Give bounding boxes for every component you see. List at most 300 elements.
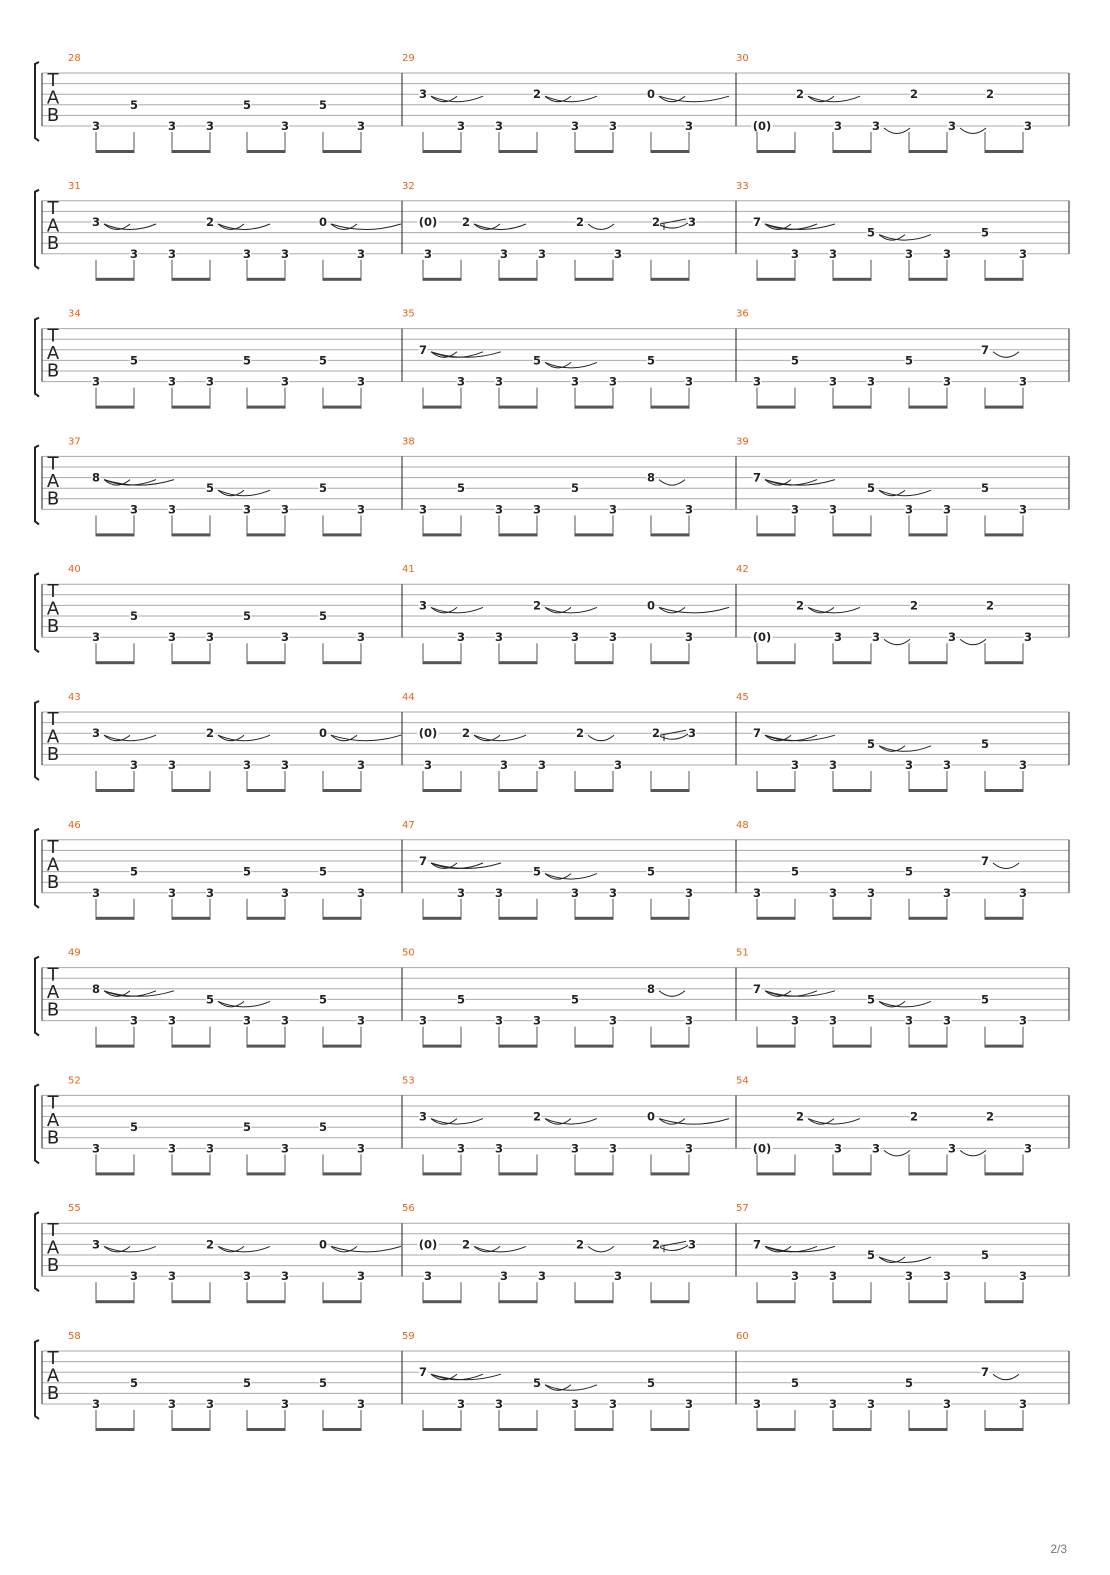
fret-number: 3 [608,119,618,133]
tab-clef-letter: T [47,581,59,603]
measure-number: 45 [736,692,749,703]
fret-number: 3 [280,1013,290,1028]
note-beam [499,789,537,792]
fret-number: 3 [947,1141,957,1156]
tab-clef-letter: B [46,232,60,254]
fret-number: 5 [242,97,252,112]
fret-number: 3 [423,246,433,261]
tie-arc [659,607,729,613]
fret-number: 3 [687,215,697,229]
fret-number: 3 [456,885,466,900]
fret-number: 3 [91,885,101,900]
tie-arc [545,1119,571,1125]
tie-arc [960,639,986,645]
fret-number: 8 [646,470,656,485]
fret-number: 3 [494,374,504,389]
note-beam [833,789,871,792]
fret-number: 7 [418,1365,428,1380]
system-bracket [35,190,39,269]
fret-number: 3 [205,885,215,900]
fret-number: 3 [242,246,252,261]
measure-number: 48 [736,819,749,831]
note-beam [423,406,461,409]
fret-number: 3 [499,246,509,261]
note-beam [323,1172,361,1175]
fret-number: 5 [318,481,328,496]
note-beam [651,1300,689,1303]
fret-number: 3 [280,502,290,517]
measure-number: 57 [736,1203,749,1215]
note-beam [833,1172,871,1175]
note-beam [96,917,134,920]
fret-number: 3 [532,1013,542,1028]
note-beam [423,1172,461,1175]
note-beam [247,661,285,664]
fret-number: 5 [980,992,990,1007]
fret-number: 3 [828,885,838,900]
fret-number: 3 [91,119,101,133]
fret-number: 2 [795,1109,805,1124]
system-bracket [35,957,39,1036]
fret-number: 3 [790,758,800,772]
note-beam [96,1172,134,1175]
fret-number: 3 [280,885,290,900]
fret-number: 7 [752,726,762,741]
note-beam [651,917,689,920]
fret-number: 3 [494,1397,504,1411]
note-beam [909,1428,947,1431]
fret-number: 3 [1018,885,1028,900]
fret-number: 3 [205,119,215,133]
note-beam [575,406,613,409]
fret-number: 3 [167,758,177,772]
fret-number: 0 [318,215,328,229]
fret-number: 2 [651,726,661,741]
note-beam [323,789,361,792]
tie-arc [474,224,500,230]
note-beam [651,406,689,409]
fret-number: 2 [909,1109,919,1124]
fret-number: 5 [866,481,876,496]
fret-number: 5 [318,864,328,879]
fret-number: 3 [456,630,466,645]
fret-number: 5 [205,992,215,1007]
fret-number: 3 [167,630,177,645]
fret-number: 3 [205,630,215,645]
tie-arc [879,490,905,496]
fret-number: 3 [866,1397,876,1411]
note-beam [757,789,795,792]
fret-number: 3 [904,1013,914,1028]
note-beam [575,789,613,792]
tie-arc [993,863,1019,869]
fret-number: 5 [904,1375,914,1390]
fret-number: 3 [423,758,433,772]
tab-clef-letter: T [47,1348,59,1369]
fret-number: 3 [828,374,838,389]
note-beam [247,1172,285,1175]
note-beam [247,1045,285,1048]
fret-number: 3 [167,374,177,389]
note-beam [757,533,795,536]
fret-number: 3 [356,374,366,389]
fret-number: 5 [570,481,580,496]
note-beam [757,661,795,664]
fret-number: 3 [570,1141,580,1156]
note-beam [757,1428,795,1431]
tie-arc [884,128,910,134]
note-beam [96,1300,134,1303]
fret-number: 3 [167,1141,177,1156]
note-beam [985,661,1023,664]
note-beam [172,406,210,409]
fret-number: 5 [646,864,656,879]
note-beam [651,533,689,536]
note-beam [651,1045,689,1048]
note-beam [909,1300,947,1303]
fret-number: 3 [1018,246,1028,261]
fret-number: 3 [684,1013,694,1028]
note-beam [323,1428,361,1431]
system-bracket [35,1212,39,1291]
fret-number: 3 [833,119,843,133]
note-beam [323,406,361,409]
tab-clef-letter: A [46,1365,60,1387]
fret-number: 3 [904,502,914,517]
note-beam [499,1045,537,1048]
fret-number: 3 [866,374,876,389]
fret-number: 5 [532,353,542,368]
measure-number: 44 [402,692,415,703]
fret-number: 3 [570,119,580,133]
note-beam [247,1300,285,1303]
note-beam [985,1428,1023,1431]
fret-number: 3 [356,1397,366,1411]
fret-number: 8 [91,470,101,485]
note-beam [499,1300,537,1303]
measure-number: 55 [68,1203,81,1215]
fret-number: 3 [608,1013,618,1028]
note-beam [909,661,947,664]
fret-number: 2 [985,87,995,102]
fret-number: 5 [242,1375,252,1390]
fret-number: 2 [795,87,805,102]
fret-number: 3 [570,374,580,389]
fret-number: 3 [684,1141,694,1156]
fret-number: 5 [570,992,580,1007]
fret-number: 3 [280,1269,290,1284]
fret-number: 3 [494,119,504,133]
fret-number: 3 [499,758,509,772]
measure-number: 41 [402,564,415,576]
fret-number: 3 [418,87,428,102]
fret-number: 5 [904,353,914,368]
note-beam [172,1428,210,1431]
note-beam [757,406,795,409]
fret-number: 3 [790,1013,800,1028]
tie-arc [218,490,244,496]
fret-number: 3 [608,1397,618,1411]
note-beam [757,278,795,281]
fret-number: 5 [129,1375,139,1390]
tie-arc [331,735,401,741]
fret-number: 5 [318,353,328,368]
fret-number: 7 [752,981,762,996]
note-beam [985,789,1023,792]
fret-number: 7 [418,854,428,868]
note-beam [909,1045,947,1048]
fret-number: (0) [752,119,772,133]
measure-number: 38 [402,436,415,448]
measure-number: 54 [736,1075,749,1087]
system-bracket [35,1084,39,1163]
note-beam [247,150,285,153]
note-beam [423,1045,461,1048]
note-beam [985,1300,1023,1303]
fret-number: 0 [646,598,656,613]
note-beam [172,661,210,664]
note-beam [651,1172,689,1175]
note-beam [757,917,795,920]
note-beam [909,533,947,536]
fret-number: 2 [532,1109,542,1124]
fret-number: 5 [866,736,876,751]
measure-number: 40 [68,564,81,576]
fret-number: 5 [318,97,328,112]
note-beam [833,1300,871,1303]
tie-arc [659,96,729,102]
fret-number: 3 [1018,1269,1028,1284]
fret-number: 3 [167,1013,177,1028]
fret-number: 3 [456,119,466,133]
fret-number: 3 [356,1013,366,1028]
fret-number: 5 [205,481,215,496]
fret-number: 3 [167,1397,177,1411]
tab-system [35,181,1069,281]
tab-clef-letter: A [46,470,60,492]
fret-number: 3 [418,598,428,613]
fret-number: 3 [828,758,838,772]
note-beam [172,1172,210,1175]
fret-number: 2 [985,1109,995,1124]
tab-clef-letter: A [46,1237,60,1259]
tab-system [35,1203,1069,1303]
fret-number: 7 [752,215,762,229]
measure-number: 36 [736,308,749,320]
fret-number: 3 [608,630,618,645]
tie-arc [545,1385,571,1391]
tie-arc [104,735,130,741]
fret-number: 7 [752,470,762,485]
fret-number: 3 [167,502,177,517]
tab-system [35,948,1069,1048]
tab-clef-letter: A [46,1109,60,1131]
tab-clef-letter: B [46,1255,60,1277]
fret-number: 3 [613,758,623,772]
measure-number: 34 [68,308,81,320]
fret-number: 3 [684,502,694,517]
fret-number: 3 [833,630,843,645]
measure-number: 28 [68,53,81,64]
fret-number: 3 [942,374,952,389]
note-beam [423,1300,461,1303]
fret-number: 3 [570,630,580,645]
fret-number: 3 [1023,119,1033,133]
fret-number: 3 [608,885,618,900]
note-beam [247,917,285,920]
fret-number: 3 [828,1269,838,1284]
fret-number: 3 [752,1397,762,1411]
note-beam [96,533,134,536]
fret-number: 3 [280,246,290,261]
fret-number: 5 [129,97,139,112]
fret-number: 3 [494,1013,504,1028]
fret-number: 3 [684,119,694,133]
fret-number: 3 [242,758,252,772]
fret-number: 3 [280,1141,290,1156]
note-beam [833,533,871,536]
fret-number: 3 [356,1141,366,1156]
fret-number: 2 [985,598,995,613]
fret-number: 5 [456,481,466,496]
note-beam [757,1300,795,1303]
system-bracket [35,701,39,780]
note-beam [499,533,537,536]
note-beam [985,917,1023,920]
fret-number: 3 [356,885,366,900]
fret-number: 3 [532,502,542,517]
fret-number: 3 [356,119,366,133]
fret-number: 3 [91,1397,101,1411]
system-bracket [35,573,39,652]
fret-number: 2 [651,215,661,229]
fret-number: 7 [980,1365,990,1380]
note-beam [499,278,537,281]
fret-number: 3 [684,1397,694,1411]
note-beam [575,1045,613,1048]
fret-number: 3 [129,758,139,772]
fret-number: 3 [752,374,762,389]
fret-number: 5 [129,353,139,368]
fret-number: 3 [1018,1397,1028,1411]
tie-arc [659,480,685,486]
fret-number: 5 [790,1375,800,1390]
fret-number: (0) [418,726,438,741]
note-beam [757,150,795,153]
fret-number: 3 [91,374,101,389]
measure-number: 43 [68,692,81,703]
fret-number: 3 [942,1269,952,1284]
tie-arc [993,1374,1019,1380]
note-beam [499,1172,537,1175]
measure-number: 37 [68,436,81,448]
note-beam [985,1045,1023,1048]
fret-number: 3 [570,885,580,900]
note-beam [247,533,285,536]
note-beam [833,278,871,281]
fret-number: 3 [947,119,957,133]
fret-number: 3 [790,1269,800,1284]
fret-number: 3 [91,726,101,741]
fret-number: 3 [280,1397,290,1411]
fret-number: 5 [318,1120,328,1135]
fret-number: (0) [418,1237,438,1252]
note-beam [423,533,461,536]
fret-number: 3 [684,885,694,900]
system-bracket [35,829,39,908]
tab-clef-letter: B [46,1127,60,1149]
fret-number: 5 [646,353,656,368]
tie-arc [474,1246,500,1252]
measure-number: 32 [402,180,415,192]
tie-arc [884,1150,910,1156]
fret-number: 3 [242,1013,252,1028]
tab-clef-letter: B [46,999,60,1021]
fret-number: 3 [456,1397,466,1411]
fret-number: 3 [494,502,504,517]
fret-number: 3 [613,1269,623,1284]
measure-number: 31 [68,180,81,192]
fret-number: 5 [129,1120,139,1135]
note-beam [423,278,461,281]
measure-number: 35 [402,308,415,320]
fret-number: 3 [499,1269,509,1284]
fret-number: 3 [608,502,618,517]
note-beam [172,789,210,792]
note-beam [575,533,613,536]
fret-number: 5 [980,736,990,751]
fret-number: 3 [129,1269,139,1284]
fret-number: 5 [532,1375,542,1390]
note-beam [985,278,1023,281]
fret-number: 7 [418,342,428,357]
fret-number: 3 [904,758,914,772]
fret-number: 0 [646,87,656,102]
tab-clef-letter: B [46,105,60,126]
fret-number: 3 [866,885,876,900]
note-beam [323,533,361,536]
tie-arc [588,735,614,741]
fret-number: 3 [942,758,952,772]
note-beam [909,789,947,792]
fret-number: 3 [871,630,881,645]
fret-number: 3 [167,1269,177,1284]
fret-number: 3 [570,1397,580,1411]
tie-arc [659,1119,729,1125]
fret-number: 3 [91,215,101,229]
fret-number: 5 [456,992,466,1007]
tab-system [35,436,1069,536]
fret-number: 3 [828,246,838,261]
tie-arc [545,362,571,368]
fret-number: 3 [613,246,623,261]
fret-number: 5 [866,1248,876,1262]
measure-number: 56 [402,1203,415,1215]
note-beam [172,917,210,920]
note-beam [96,789,134,792]
note-beam [247,1428,285,1431]
tie-arc [218,1001,244,1007]
fret-number: 3 [942,885,952,900]
note-beam [247,789,285,792]
note-beam [985,1172,1023,1175]
note-beam [423,150,461,153]
tab-clef-letter: T [47,70,59,91]
tie-arc [808,96,834,102]
fret-number: 2 [575,1237,585,1252]
fret-number: 5 [242,353,252,368]
fret-number: 3 [871,1141,881,1156]
